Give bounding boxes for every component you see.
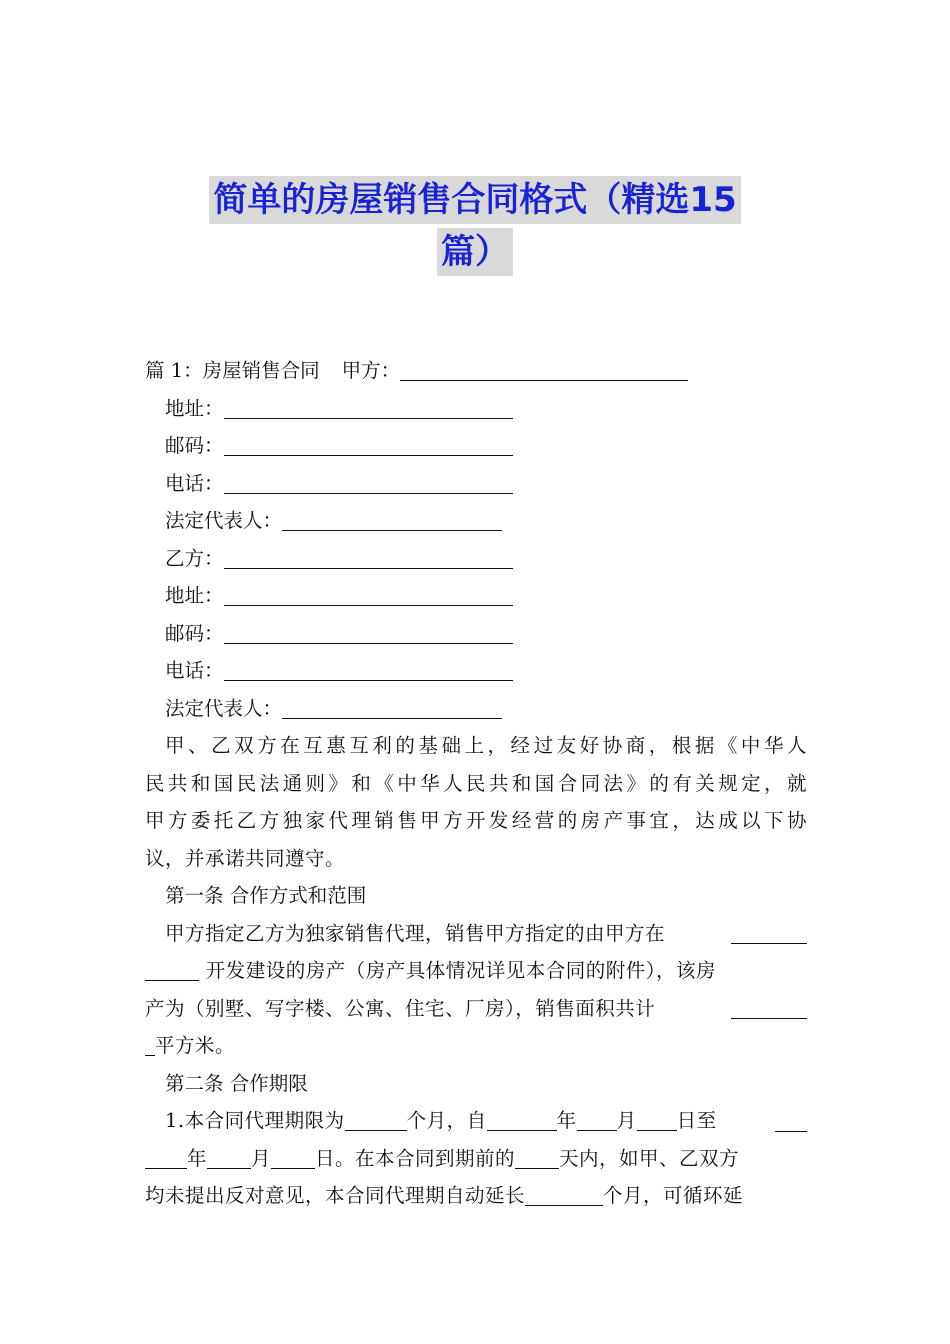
field-row (145, 465, 807, 503)
extension-months-blank (525, 1181, 603, 1206)
party-a-blank (400, 356, 688, 381)
field-blank (224, 581, 513, 606)
text-span: 均未提出反对意见，本合同代理期自动延长 (145, 1184, 526, 1207)
paragraph-line: 民共和国民法通则》和《中华人民共和国合同法》的有关规定，就 (145, 771, 807, 795)
field-label: 邮码： (165, 621, 224, 645)
end-day-blank (271, 1144, 315, 1169)
field-blank (224, 431, 513, 456)
field-row (145, 390, 807, 428)
text-span: 个月，自 (406, 1109, 487, 1132)
paragraph-line (145, 1140, 807, 1178)
field-row (145, 577, 807, 615)
party-a-label: 甲方： (341, 359, 401, 382)
field-blank (224, 469, 513, 494)
article-2-heading: 第二条 合作期限 (165, 1071, 308, 1095)
text-span: 月 (616, 1109, 637, 1132)
location-blank (731, 919, 807, 944)
field-blank (224, 656, 513, 681)
start-year-blank (487, 1106, 557, 1131)
field-label: 地址： (165, 584, 224, 607)
field-blank (224, 394, 513, 419)
term-months-blank (345, 1106, 407, 1131)
field-label: 地址： (165, 396, 224, 420)
field-row (145, 540, 807, 578)
text-span: 平方米。 (155, 1034, 236, 1057)
party-a-line (145, 352, 807, 390)
field-row (145, 615, 807, 653)
text-span: 开发建设的房产（房产具体情况详见本合同的附件），该房 (205, 959, 716, 982)
field-blank (224, 619, 513, 644)
text-span: 天内，如甲、乙双方 (559, 1146, 740, 1170)
paragraph-line (145, 952, 807, 990)
field-label: 法定代表人： (165, 696, 283, 720)
start-month-blank (577, 1106, 617, 1131)
field-blank (224, 544, 513, 569)
notice-days-blank (515, 1144, 559, 1169)
field-row (145, 652, 807, 690)
intro-paragraph (145, 727, 807, 877)
text-span: 年 (187, 1146, 208, 1170)
start-day-blank (637, 1106, 677, 1131)
paragraph-line: 议，并承诺共同遵守。 (145, 846, 346, 870)
field-blank (282, 506, 502, 531)
area-blank (731, 994, 807, 1019)
field-row (145, 427, 807, 465)
text-span: 年 (556, 1109, 577, 1132)
end-year-blank-cont (145, 1144, 187, 1169)
location-blank-cont (145, 956, 199, 981)
title-line-1: 简单的房屋销售合同格式（精选15 (209, 176, 740, 224)
text-span: 个月，可循环延 (603, 1184, 744, 1207)
text-span: 1.本合同代理期限为 (165, 1109, 345, 1132)
field-label: 法定代表人： (165, 509, 283, 532)
article-1-paragraph (145, 915, 807, 1065)
paragraph-line: 甲、乙双方在互惠互利的基础上，经过友好协商，根据《中华人 (165, 734, 807, 757)
article-2-paragraph (145, 1102, 807, 1215)
article-1-heading: 第一条 合作方式和范围 (165, 884, 367, 907)
field-label: 乙方： (165, 546, 224, 570)
end-year-blank (775, 1107, 807, 1132)
text-span: 日。在本合同到期前的 (315, 1146, 516, 1170)
paragraph-line (145, 1177, 807, 1215)
area-blank-cont (145, 1031, 155, 1056)
paragraph-line (145, 990, 807, 1028)
paragraph-line (145, 1027, 807, 1065)
field-label: 邮码： (165, 434, 224, 457)
paragraph-line: 甲方委托乙方独家代理销售甲方开发经营的房产事宜，达成以下协 (145, 809, 807, 832)
text-span: 月 (251, 1146, 272, 1170)
field-row (145, 502, 807, 540)
text-span: 甲方指定乙方为独家销售代理，销售甲方指定的由甲方在 (165, 921, 666, 945)
title-line-2: 篇） (437, 228, 513, 276)
field-blank (282, 694, 502, 719)
document-title (0, 176, 950, 280)
field-row (145, 690, 807, 728)
contract-body (145, 352, 807, 1215)
field-label: 电话： (165, 471, 224, 495)
text-span: 日至 (676, 1109, 717, 1132)
part-heading: 篇 1：房屋销售合同 (145, 359, 320, 382)
paragraph-line (145, 915, 807, 953)
end-month-blank (207, 1144, 251, 1169)
text-span: 产为（别墅、写字楼、公寓、住宅、厂房），销售面积共计 (145, 996, 656, 1020)
paragraph-line (145, 1102, 807, 1140)
field-label: 电话： (165, 659, 224, 682)
